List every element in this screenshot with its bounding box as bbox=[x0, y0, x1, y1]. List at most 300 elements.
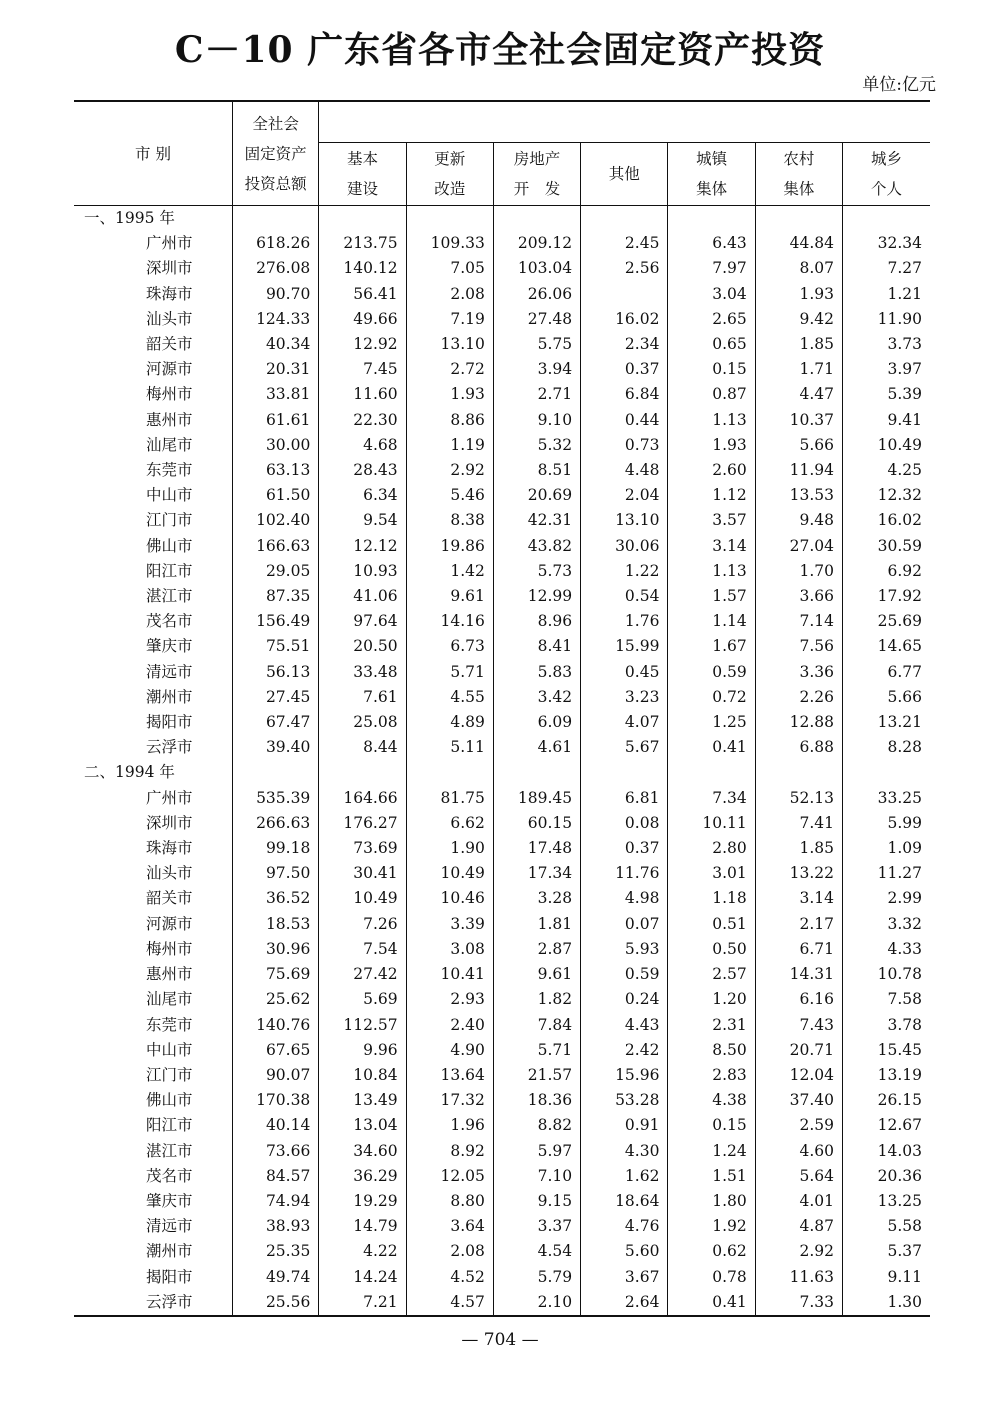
header-realestate bbox=[493, 143, 580, 206]
value-cell: 52.13 bbox=[755, 786, 842, 811]
value-cell: 7.56 bbox=[755, 634, 842, 659]
value-cell: 12.04 bbox=[755, 1063, 842, 1088]
value-cell: 53.28 bbox=[581, 1088, 668, 1113]
value-cell: 30.00 bbox=[233, 433, 319, 458]
value-cell: 9.42 bbox=[755, 307, 842, 332]
header-individual-line2: 个人 bbox=[870, 180, 902, 198]
value-cell: 17.48 bbox=[493, 836, 580, 861]
value-cell: 33.25 bbox=[877, 788, 922, 807]
value-cell: 5.58 bbox=[887, 1217, 922, 1236]
value-cell: 8.82 bbox=[493, 1113, 580, 1138]
value-cell: 90.70 bbox=[233, 282, 319, 307]
empty-cell bbox=[233, 760, 319, 785]
empty-cell bbox=[755, 206, 842, 232]
value-cell: 5.66 bbox=[755, 433, 842, 458]
empty-cell bbox=[406, 206, 493, 232]
value-cell: 16.02 bbox=[877, 511, 922, 530]
value-cell: 0.15 bbox=[668, 357, 755, 382]
value-cell: 4.52 bbox=[406, 1265, 493, 1290]
city-name: 汕尾市 bbox=[74, 987, 233, 1012]
city-name: 肇庆市 bbox=[74, 634, 233, 659]
value-cell: 6.81 bbox=[581, 786, 668, 811]
value-cell: 8.92 bbox=[406, 1139, 493, 1164]
table-body bbox=[74, 206, 930, 1316]
city-name: 中山市 bbox=[74, 483, 233, 508]
empty-cell bbox=[668, 760, 755, 785]
city-name: 阳江市 bbox=[74, 1113, 233, 1138]
value-cell: 13.25 bbox=[877, 1191, 922, 1210]
value-cell: 2.34 bbox=[581, 332, 668, 357]
value-cell: 7.33 bbox=[755, 1290, 842, 1316]
value-cell: 97.50 bbox=[233, 861, 319, 886]
value-cell: 2.59 bbox=[755, 1113, 842, 1138]
value-cell: 17.34 bbox=[493, 861, 580, 886]
value-cell: 618.26 bbox=[233, 231, 319, 256]
value-cell: 15.96 bbox=[581, 1063, 668, 1088]
value-cell: 124.33 bbox=[233, 307, 319, 332]
value-cell: 140.76 bbox=[233, 1013, 319, 1038]
empty-cell bbox=[581, 760, 668, 785]
value-cell: 10.93 bbox=[319, 559, 406, 584]
value-cell: 99.18 bbox=[233, 836, 319, 861]
value-cell: 4.61 bbox=[493, 735, 580, 760]
value-cell: 97.64 bbox=[319, 609, 406, 634]
value-cell: 0.24 bbox=[581, 987, 668, 1012]
value-cell: 12.32 bbox=[877, 486, 922, 505]
value-cell: 209.12 bbox=[493, 231, 580, 256]
value-cell: 2.31 bbox=[668, 1013, 755, 1038]
value-cell: 4.57 bbox=[406, 1290, 493, 1316]
value-cell: 4.54 bbox=[493, 1239, 580, 1264]
value-cell: 2.64 bbox=[581, 1290, 668, 1316]
value-cell: 9.15 bbox=[493, 1189, 580, 1214]
city-name: 湛江市 bbox=[74, 584, 233, 609]
value-cell: 1.21 bbox=[887, 284, 922, 303]
value-cell: 1.76 bbox=[581, 609, 668, 634]
value-cell: 10.49 bbox=[319, 886, 406, 911]
value-cell: 8.41 bbox=[493, 634, 580, 659]
value-cell: 5.60 bbox=[581, 1239, 668, 1264]
value-cell: 6.09 bbox=[493, 710, 580, 735]
city-name: 汕头市 bbox=[74, 307, 233, 332]
value-cell: 7.10 bbox=[493, 1164, 580, 1189]
value-cell: 535.39 bbox=[233, 786, 319, 811]
value-cell: 10.41 bbox=[406, 962, 493, 987]
city-name: 江门市 bbox=[74, 508, 233, 533]
header-other-label: 其他 bbox=[608, 165, 640, 183]
value-cell: 0.65 bbox=[668, 332, 755, 357]
value-cell: 9.48 bbox=[755, 508, 842, 533]
value-cell: 30.41 bbox=[319, 861, 406, 886]
value-cell: 112.57 bbox=[319, 1013, 406, 1038]
table-row bbox=[74, 786, 930, 811]
value-cell: 1.13 bbox=[668, 408, 755, 433]
value-cell: 43.82 bbox=[493, 534, 580, 559]
value-cell: 61.50 bbox=[233, 483, 319, 508]
value-cell: 3.97 bbox=[887, 360, 922, 379]
value-cell: 1.92 bbox=[668, 1214, 755, 1239]
city-name: 汕头市 bbox=[74, 861, 233, 886]
value-cell: 7.41 bbox=[755, 811, 842, 836]
value-cell: 6.71 bbox=[755, 937, 842, 962]
value-cell: 3.37 bbox=[493, 1214, 580, 1239]
table-row bbox=[74, 634, 930, 659]
table-row bbox=[74, 1063, 930, 1088]
city-name: 河源市 bbox=[74, 912, 233, 937]
value-cell: 26.15 bbox=[877, 1091, 922, 1110]
section-label: 二、1994 年 bbox=[74, 760, 233, 785]
value-cell: 28.43 bbox=[319, 458, 406, 483]
value-cell: 14.03 bbox=[877, 1141, 922, 1160]
value-cell: 12.67 bbox=[877, 1116, 922, 1135]
table-row bbox=[74, 962, 930, 987]
city-name: 中山市 bbox=[74, 1038, 233, 1063]
value-cell: 6.16 bbox=[755, 987, 842, 1012]
value-cell: 1.09 bbox=[887, 839, 922, 858]
value-cell: 44.84 bbox=[755, 231, 842, 256]
value-cell: 1.93 bbox=[406, 382, 493, 407]
value-cell: 3.36 bbox=[755, 660, 842, 685]
table-row bbox=[74, 1088, 930, 1113]
value-cell: 33.81 bbox=[233, 382, 319, 407]
value-cell: 266.63 bbox=[233, 811, 319, 836]
city-name: 揭阳市 bbox=[74, 1265, 233, 1290]
city-name: 珠海市 bbox=[74, 282, 233, 307]
value-cell: 0.51 bbox=[668, 912, 755, 937]
value-cell: 0.41 bbox=[668, 735, 755, 760]
value-cell: 5.69 bbox=[319, 987, 406, 1012]
value-cell: 5.83 bbox=[493, 660, 580, 685]
value-cell: 7.14 bbox=[755, 609, 842, 634]
value-cell: 13.10 bbox=[581, 508, 668, 533]
value-cell: 5.37 bbox=[887, 1242, 922, 1261]
value-cell: 15.45 bbox=[877, 1040, 922, 1059]
header-other bbox=[581, 143, 668, 206]
value-cell: 20.36 bbox=[877, 1166, 922, 1185]
value-cell: 27.48 bbox=[493, 307, 580, 332]
value-cell: 3.67 bbox=[581, 1265, 668, 1290]
value-cell bbox=[581, 282, 668, 307]
value-cell: 25.35 bbox=[233, 1239, 319, 1264]
value-cell: 19.86 bbox=[406, 534, 493, 559]
city-name: 珠海市 bbox=[74, 836, 233, 861]
value-cell: 10.78 bbox=[877, 965, 922, 984]
value-cell: 11.94 bbox=[755, 458, 842, 483]
value-cell: 2.08 bbox=[406, 1239, 493, 1264]
value-cell: 49.66 bbox=[319, 307, 406, 332]
value-cell: 2.10 bbox=[493, 1290, 580, 1316]
value-cell: 0.73 bbox=[581, 433, 668, 458]
value-cell: 10.37 bbox=[755, 408, 842, 433]
header-basic-line2: 建设 bbox=[346, 180, 378, 198]
value-cell: 36.52 bbox=[233, 886, 319, 911]
page-number: — 704 — bbox=[461, 1330, 539, 1350]
value-cell: 102.40 bbox=[233, 508, 319, 533]
value-cell: 5.75 bbox=[493, 332, 580, 357]
table-row bbox=[74, 811, 930, 836]
value-cell: 14.24 bbox=[319, 1265, 406, 1290]
value-cell: 4.22 bbox=[319, 1239, 406, 1264]
value-cell: 87.35 bbox=[233, 584, 319, 609]
value-cell: 4.60 bbox=[755, 1139, 842, 1164]
value-cell: 0.44 bbox=[581, 408, 668, 433]
value-cell: 0.62 bbox=[668, 1239, 755, 1264]
value-cell: 3.57 bbox=[668, 508, 755, 533]
value-cell: 1.82 bbox=[493, 987, 580, 1012]
value-cell: 5.71 bbox=[406, 660, 493, 685]
table-row bbox=[74, 1239, 930, 1264]
value-cell: 18.36 bbox=[493, 1088, 580, 1113]
value-cell: 5.67 bbox=[581, 735, 668, 760]
table-row bbox=[74, 987, 930, 1012]
value-cell: 9.10 bbox=[493, 408, 580, 433]
value-cell: 40.34 bbox=[233, 332, 319, 357]
city-name: 河源市 bbox=[74, 357, 233, 382]
value-cell: 7.05 bbox=[406, 256, 493, 281]
value-cell: 5.73 bbox=[493, 559, 580, 584]
city-name: 云浮市 bbox=[74, 1290, 233, 1316]
value-cell: 20.71 bbox=[755, 1038, 842, 1063]
value-cell: 13.10 bbox=[406, 332, 493, 357]
value-cell: 26.06 bbox=[493, 282, 580, 307]
empty-cell bbox=[493, 206, 580, 232]
header-total-line2: 固定资产 bbox=[244, 144, 307, 163]
value-cell: 2.08 bbox=[406, 282, 493, 307]
value-cell: 2.93 bbox=[406, 987, 493, 1012]
value-cell: 1.51 bbox=[668, 1164, 755, 1189]
value-cell: 14.65 bbox=[877, 637, 922, 656]
city-name: 梅州市 bbox=[74, 382, 233, 407]
header-individual bbox=[843, 143, 931, 206]
value-cell: 39.40 bbox=[233, 735, 319, 760]
value-cell: 16.02 bbox=[581, 307, 668, 332]
header-city-label: 市 别 bbox=[135, 144, 171, 163]
value-cell: 60.15 bbox=[493, 811, 580, 836]
value-cell: 20.31 bbox=[233, 357, 319, 382]
value-cell: 67.47 bbox=[233, 710, 319, 735]
table-row bbox=[74, 559, 930, 584]
header-town-line2: 集体 bbox=[696, 180, 728, 198]
empty-cell bbox=[406, 760, 493, 785]
value-cell: 8.28 bbox=[887, 738, 922, 757]
header-renew-line2: 改造 bbox=[434, 180, 466, 198]
value-cell: 3.73 bbox=[887, 335, 922, 354]
value-cell: 1.22 bbox=[581, 559, 668, 584]
table-row bbox=[74, 1290, 930, 1316]
header-basic bbox=[319, 143, 406, 206]
value-cell: 1.67 bbox=[668, 634, 755, 659]
value-cell: 0.72 bbox=[668, 685, 755, 710]
table-row bbox=[74, 282, 930, 307]
table-row bbox=[74, 1013, 930, 1038]
value-cell: 3.42 bbox=[493, 685, 580, 710]
header-basic-line1: 基本 bbox=[346, 150, 378, 168]
value-cell: 3.04 bbox=[668, 282, 755, 307]
value-cell: 18.64 bbox=[581, 1189, 668, 1214]
value-cell: 4.68 bbox=[319, 433, 406, 458]
unit-label: 单位:亿元 bbox=[862, 75, 936, 95]
value-cell: 3.14 bbox=[668, 534, 755, 559]
value-cell: 12.99 bbox=[493, 584, 580, 609]
value-cell: 3.32 bbox=[887, 914, 922, 933]
header-blank bbox=[319, 101, 930, 143]
value-cell: 3.39 bbox=[406, 912, 493, 937]
value-cell: 5.79 bbox=[493, 1265, 580, 1290]
value-cell: 9.41 bbox=[887, 410, 922, 429]
section-row bbox=[74, 760, 930, 785]
header-rural bbox=[755, 143, 842, 206]
value-cell: 2.80 bbox=[668, 836, 755, 861]
table-row bbox=[74, 886, 930, 911]
value-cell: 40.14 bbox=[233, 1113, 319, 1138]
table-row bbox=[74, 1265, 930, 1290]
table-row bbox=[74, 861, 930, 886]
value-cell: 213.75 bbox=[319, 231, 406, 256]
table-row bbox=[74, 1038, 930, 1063]
value-cell: 7.54 bbox=[319, 937, 406, 962]
value-cell: 4.25 bbox=[887, 461, 922, 480]
value-cell: 11.63 bbox=[755, 1265, 842, 1290]
city-name: 肇庆市 bbox=[74, 1189, 233, 1214]
value-cell: 2.99 bbox=[887, 889, 922, 908]
header-total bbox=[233, 101, 319, 206]
header-renew bbox=[406, 143, 493, 206]
table-row bbox=[74, 534, 930, 559]
value-cell: 0.08 bbox=[581, 811, 668, 836]
value-cell: 1.13 bbox=[668, 559, 755, 584]
city-name: 云浮市 bbox=[74, 735, 233, 760]
value-cell: 7.34 bbox=[668, 786, 755, 811]
city-name: 东莞市 bbox=[74, 458, 233, 483]
value-cell: 25.62 bbox=[233, 987, 319, 1012]
value-cell: 84.57 bbox=[233, 1164, 319, 1189]
value-cell: 42.31 bbox=[493, 508, 580, 533]
empty-cell bbox=[319, 206, 406, 232]
value-cell: 0.07 bbox=[581, 912, 668, 937]
value-cell: 8.86 bbox=[406, 408, 493, 433]
value-cell: 25.08 bbox=[319, 710, 406, 735]
value-cell: 63.13 bbox=[233, 458, 319, 483]
value-cell: 6.88 bbox=[755, 735, 842, 760]
table-row bbox=[74, 710, 930, 735]
value-cell: 11.27 bbox=[877, 864, 922, 883]
table-row bbox=[74, 483, 930, 508]
value-cell: 2.17 bbox=[755, 912, 842, 937]
value-cell: 2.60 bbox=[668, 458, 755, 483]
value-cell: 25.69 bbox=[877, 612, 922, 631]
table-header bbox=[74, 101, 930, 206]
value-cell: 6.43 bbox=[668, 231, 755, 256]
value-cell: 1.14 bbox=[668, 609, 755, 634]
table-row bbox=[74, 408, 930, 433]
value-cell: 2.56 bbox=[581, 256, 668, 281]
value-cell: 67.65 bbox=[233, 1038, 319, 1063]
value-cell: 9.61 bbox=[493, 962, 580, 987]
city-name: 茂名市 bbox=[74, 609, 233, 634]
value-cell: 9.96 bbox=[319, 1038, 406, 1063]
value-cell: 0.59 bbox=[581, 962, 668, 987]
value-cell: 56.41 bbox=[319, 282, 406, 307]
value-cell: 61.61 bbox=[233, 408, 319, 433]
table-row bbox=[74, 685, 930, 710]
value-cell: 20.69 bbox=[493, 483, 580, 508]
value-cell: 0.59 bbox=[668, 660, 755, 685]
header-rural-line1: 农村 bbox=[783, 150, 815, 168]
value-cell: 0.15 bbox=[668, 1113, 755, 1138]
value-cell: 2.92 bbox=[755, 1239, 842, 1264]
value-cell: 37.40 bbox=[755, 1088, 842, 1113]
value-cell: 73.69 bbox=[319, 836, 406, 861]
value-cell: 4.48 bbox=[581, 458, 668, 483]
value-cell: 11.90 bbox=[877, 309, 922, 328]
value-cell: 29.05 bbox=[233, 559, 319, 584]
value-cell: 1.93 bbox=[755, 282, 842, 307]
value-cell: 6.62 bbox=[406, 811, 493, 836]
value-cell: 3.08 bbox=[406, 937, 493, 962]
value-cell: 13.22 bbox=[755, 861, 842, 886]
table-row bbox=[74, 256, 930, 281]
header-realestate-line1: 房地产 bbox=[513, 150, 561, 168]
value-cell: 30.96 bbox=[233, 937, 319, 962]
value-cell: 13.19 bbox=[877, 1065, 922, 1084]
value-cell: 2.04 bbox=[581, 483, 668, 508]
city-name: 江门市 bbox=[74, 1063, 233, 1088]
value-cell: 8.96 bbox=[493, 609, 580, 634]
table-row bbox=[74, 836, 930, 861]
value-cell: 276.08 bbox=[233, 256, 319, 281]
city-name: 东莞市 bbox=[74, 1013, 233, 1038]
value-cell: 1.57 bbox=[668, 584, 755, 609]
value-cell: 166.63 bbox=[233, 534, 319, 559]
value-cell: 1.30 bbox=[843, 1290, 931, 1316]
table-row bbox=[74, 609, 930, 634]
value-cell: 4.55 bbox=[406, 685, 493, 710]
value-cell: 11.60 bbox=[319, 382, 406, 407]
value-cell: 49.74 bbox=[233, 1265, 319, 1290]
value-cell: 33.48 bbox=[319, 660, 406, 685]
value-cell: 4.87 bbox=[755, 1214, 842, 1239]
value-cell: 90.07 bbox=[233, 1063, 319, 1088]
empty-cell bbox=[493, 760, 580, 785]
value-cell: 25.56 bbox=[233, 1290, 319, 1316]
value-cell: 36.29 bbox=[319, 1164, 406, 1189]
value-cell: 6.84 bbox=[581, 382, 668, 407]
value-cell: 14.31 bbox=[755, 962, 842, 987]
value-cell: 0.78 bbox=[668, 1265, 755, 1290]
value-cell: 7.84 bbox=[493, 1013, 580, 1038]
value-cell: 17.92 bbox=[877, 587, 922, 606]
value-cell: 5.32 bbox=[493, 433, 580, 458]
value-cell: 14.16 bbox=[406, 609, 493, 634]
value-cell: 4.89 bbox=[406, 710, 493, 735]
value-cell: 32.34 bbox=[877, 234, 922, 253]
value-cell: 22.30 bbox=[319, 408, 406, 433]
value-cell: 5.39 bbox=[887, 385, 922, 404]
city-name: 广州市 bbox=[74, 786, 233, 811]
value-cell: 38.93 bbox=[233, 1214, 319, 1239]
value-cell: 103.04 bbox=[493, 256, 580, 281]
value-cell: 3.01 bbox=[668, 861, 755, 886]
value-cell: 9.54 bbox=[319, 508, 406, 533]
empty-cell bbox=[755, 760, 842, 785]
value-cell: 18.53 bbox=[233, 912, 319, 937]
value-cell: 0.50 bbox=[668, 937, 755, 962]
value-cell: 2.42 bbox=[581, 1038, 668, 1063]
table-row bbox=[74, 231, 930, 256]
city-name: 佛山市 bbox=[74, 1088, 233, 1113]
value-cell: 6.92 bbox=[887, 561, 922, 580]
table-row bbox=[74, 660, 930, 685]
